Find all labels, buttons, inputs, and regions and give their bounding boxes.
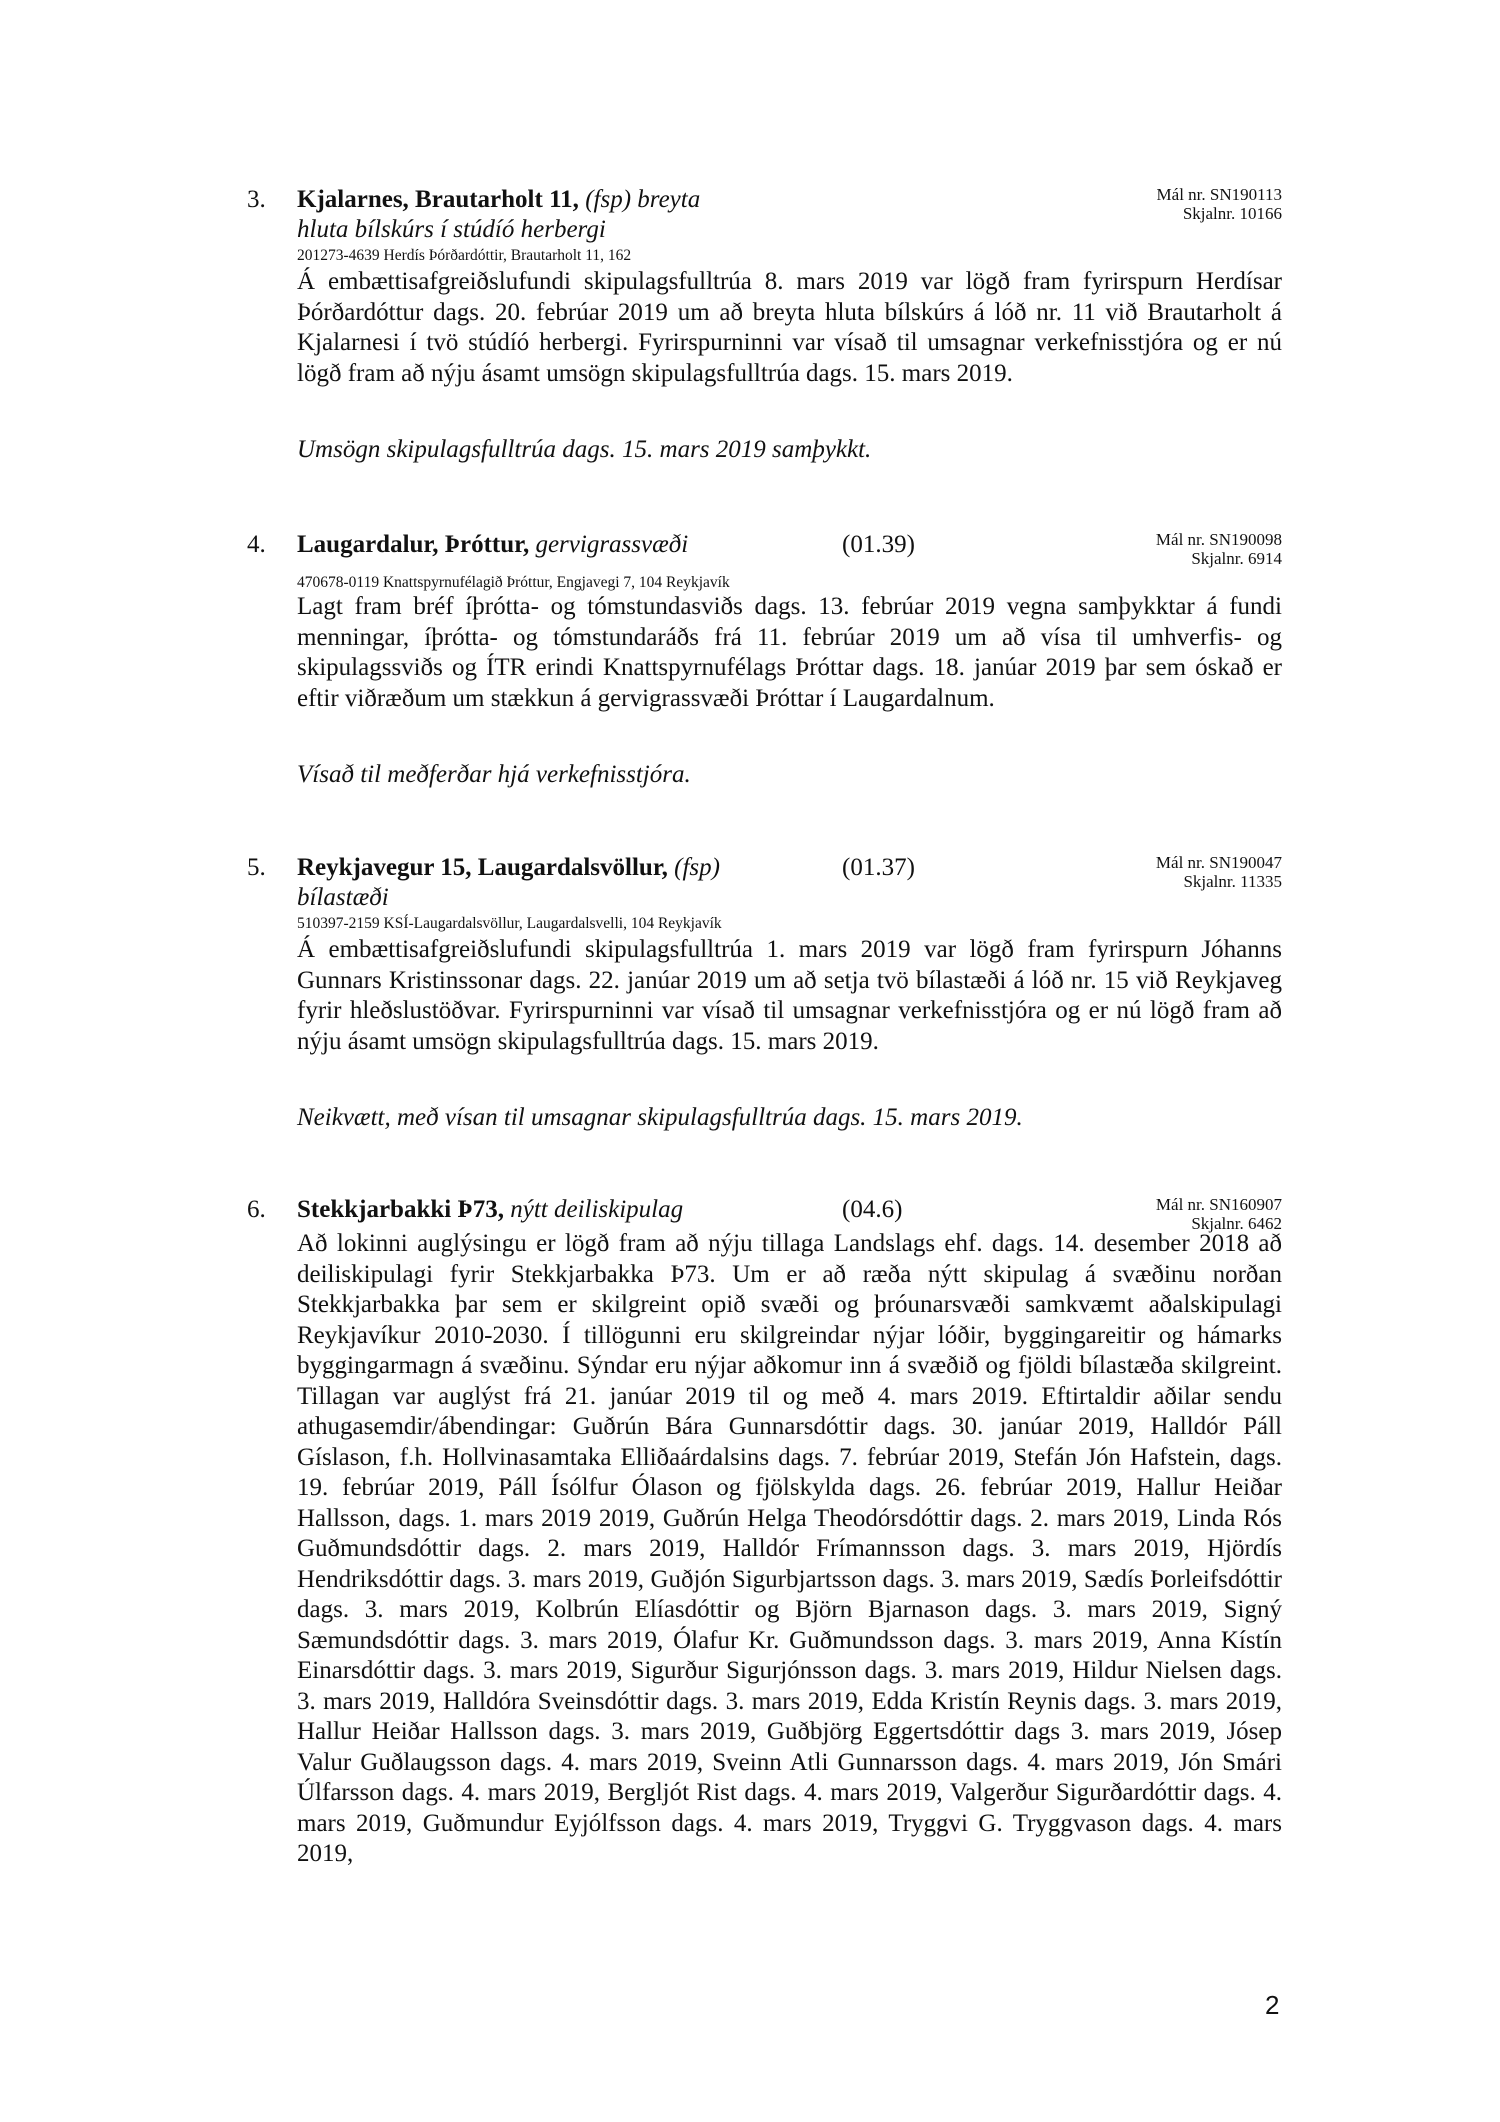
case-number: Mál nr. SN190113: [1156, 185, 1282, 204]
item-number: 3.: [247, 186, 266, 213]
agenda-item-4: [247, 530, 1282, 800]
item-number: 4.: [247, 531, 266, 558]
item-title: Laugardalur, Þróttur,: [297, 531, 530, 558]
applicant-line: 470678-0119 Knattspyrnufélagið Þróttur, Engjavegi 7, 104 Reykjavík: [297, 574, 730, 591]
item-number: 6.: [247, 1196, 266, 1223]
page-number: 2: [1265, 1990, 1280, 2020]
item-subtitle: (fsp): [674, 854, 720, 881]
item-heading: [297, 1195, 683, 1225]
item-description: Lagt fram bréf íþrótta- og tómstundasviðs dags. 13. febrúar 2019 vegna samþykktar á fundi menningar, íþrótta- og tómstundaráðs frá 11. febrúar 2019 um að vísa til umhverfis- og skipulagssviðs og ÍTR erindi Knattspyrnufélags Þróttar dags. 18. janúar 2019 þar sem óskað er eftir viðræðum um stækkun á gervigrassvæði Þróttar í Laugardalnum.: [297, 593, 1282, 712]
case-references: [1156, 1195, 1282, 1233]
item-title: Stekkjarbakki Þ73,: [297, 1196, 504, 1223]
document-number: Skjalnr. 6914: [1191, 549, 1282, 568]
item-subtitle: gervigrassvæði: [535, 531, 689, 558]
case-references: [1156, 853, 1282, 891]
item-conclusion: Umsögn skipulagsfulltrúa dags. 15. mars 2019 samþykkt.: [297, 436, 872, 463]
item-subtitle: (fsp) breyta: [585, 186, 701, 213]
item-subtitle-line2: hluta bílskúrs í stúdíó herbergi: [297, 216, 606, 243]
applicant-line: 510397-2159 KSÍ-Laugardalsvöllur, Laugardalsvelli, 104 Reykjavík: [297, 915, 722, 932]
item-subtitle-line2: bílastæði: [297, 884, 389, 911]
item-title: Reykjavegur 15, Laugardalsvöllur,: [297, 854, 668, 881]
case-references: [1157, 185, 1282, 223]
item-conclusion: Vísað til meðferðar hjá verkefnisstjóra.: [297, 761, 691, 788]
applicant-line: 201273-4639 Herdís Þórðardóttir, Brautarholt 11, 162: [297, 247, 632, 264]
case-number: Mál nr. SN160907: [1155, 1195, 1282, 1214]
document-number: Skjalnr. 11335: [1183, 872, 1282, 891]
agenda-item-5: [247, 853, 1282, 1143]
document-number: Skjalnr. 10166: [1182, 204, 1282, 223]
area-code: (01.37): [842, 854, 915, 881]
item-description: Á embættisafgreiðslufundi skipulagsfulltrúa 1. mars 2019 var lögð fram fyrirspurn Jóhanns Gunnars Kristinssonar dags. 22. janúar 2019 um að setja tvö bílastæði á lóð nr. 15 við Reykjaveg fyrir hleðslustöðvar. Fyrirspurninni var vísað til umsagnar verkefnisstjóra og er nú lögð fram að nýju ásamt umsögn skipulagsfulltrúa dags. 15. mars 2019.: [297, 936, 1282, 1055]
item-title: Kjalarnes, Brautarholt 11,: [297, 186, 579, 213]
item-subtitle: nýtt deiliskipulag: [510, 1196, 684, 1223]
case-number: Mál nr. SN190098: [1155, 530, 1282, 549]
item-description: Á embættisafgreiðslufundi skipulagsfulltrúa 8. mars 2019 var lögð fram fyrirspurn Herdísar Þórðardóttur dags. 20. febrúar 2019 um að breyta hluta bílskúrs á lóð nr. 11 við Brautarholt á Kjalarnesi í tvö stúdíó herbergi. Fyrirspurninni var vísað til umsagnar verkefnisstjóra og er nú lögð fram að nýju ásamt umsögn skipulagsfulltrúa dags. 15. mars 2019.: [297, 268, 1282, 387]
area-code: (01.39): [842, 531, 915, 558]
agenda-item-3: [247, 185, 1282, 475]
item-description: Að lokinni auglýsingu er lögð fram að nýju tillaga Landslags ehf. dags. 14. desember 2018 að deiliskipulagi fyrir Stekkjarbakka Þ73. Um er að ræða nýtt skipulag á svæðinu norðan Stekkjarbakka þar sem er skilgreint opið svæði og þróunarsvæði samkvæmt aðalskipulagi Reykjavíkur 2010-2030. Í tillögunni eru skilgreindar nýjar lóðir, byggingareitir og hámarks byggingarmagn á svæðinu. Sýndar eru nýjar aðkomur inn á svæðið og fjöldi bílastæða skilgreint. Tillagan var auglýst frá 21. janúar 2019 til og með 4. mars 2019. Eftirtaldir aðilar sendu athugasemdir/ábendingar: Guðrún Bára Gunnarsdóttir dags. 30. janúar 2019, Halldór Páll Gíslason, f.h. Hollvinasamtaka Elliðaárdalsins dags. 7. febrúar 2019, Stefán Jón Hafstein, dags. 19. febrúar 2019, Páll Ísólfur Ólason og fjölskylda dags. 26. febrúar 2019, Hallur Heiðar Hallsson, dags. 1. mars 2019 2019, Guðrún Helga Theodórsdóttir dags. 2. mars 2019, Linda Rós Guðmundsdóttir dags. 2. mars 2019, Halldór Frímannsson dags. 3. mars 2019, Hjördís Hendriksdóttir dags. 3. mars 2019, Guðjón Sigurbjartsson dags. 3. mars 2019, Sædís Þorleifsdóttir dags. 3. mars 2019, Kolbrún Elíasdóttir og Björn Bjarnason dags. 3. mars 2019, Signý Sæmundsdóttir dags. 3. mars 2019, Ólafur Kr. Guðmundsson dags. 3. mars 2019, Anna Kístín Einarsdóttir dags. 3. mars 2019, Sigurður Sigurjónsson dags. 3. mars 2019, Hildur Nielsen dags. 3. mars 2019, Halldóra Sveinsdóttir dags. 3. mars 2019, Edda Kristín Reynis dags. 3. mars 2019, Hallur Heiðar Hallsson dags. 3. mars 2019, Guðbjörg Eggertsdóttir dags 3. mars 2019, Jósep Valur Guðlaugsson dags. 4. mars 2019, Sveinn Atli Gunnarsson dags. 4. mars 2019, Jón Smári Úlfarsson dags. 4. mars 2019, Bergljót Rist dags. 4. mars 2019, Valgerður Sigurðardóttir dags. 4. mars 2019, Guðmundur Eyjólfsson dags. 4. mars 2019, Tryggvi G. Tryggvason dags. 4. mars 2019,: [297, 1230, 1282, 1867]
item-heading: [297, 530, 688, 560]
item-heading: [297, 853, 720, 913]
document-number: Skjalnr. 6462: [1191, 1214, 1282, 1233]
item-number: 5.: [247, 854, 266, 881]
case-references: [1156, 530, 1282, 568]
agenda-item-6: [247, 1195, 1282, 1975]
case-number: Mál nr. SN190047: [1155, 853, 1282, 872]
item-heading: [297, 185, 700, 245]
item-conclusion: Neikvætt, með vísan til umsagnar skipulagsfulltrúa dags. 15. mars 2019.: [297, 1104, 1023, 1131]
area-code: (04.6): [842, 1196, 903, 1223]
